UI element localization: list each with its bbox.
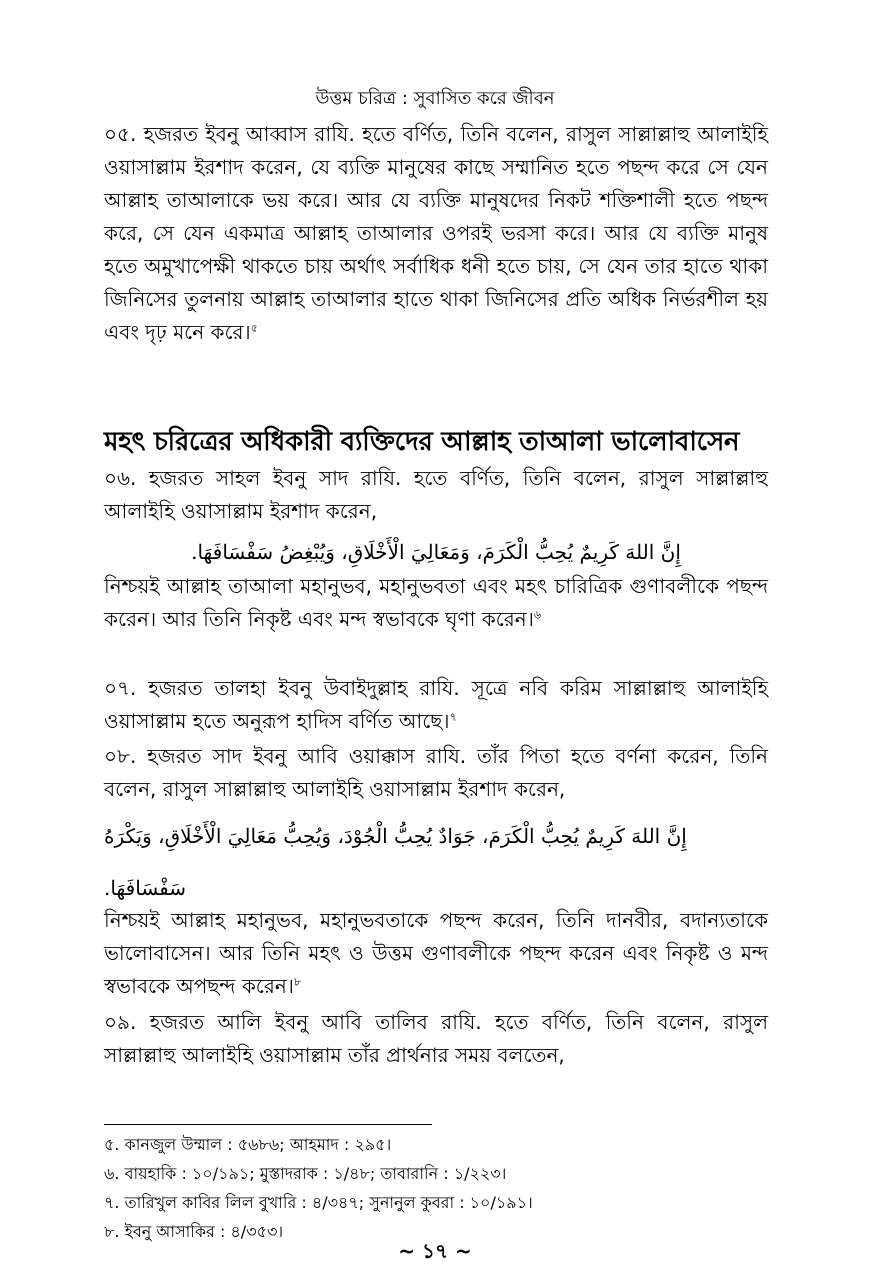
footnote-ref: ৫ [250, 321, 258, 335]
arabic-hadith-text: إِنَّ اللهَ كَرِيمٌ يُحِبُّ الْكَرَمَ، وَمَعَالِيَ الْأَخْلَاقِ، وَيُبْغِضُ سَفْسَافَهَا. [191, 540, 681, 564]
hadith-translation-08 [104, 904, 768, 1003]
hadith-translation-06 [104, 570, 768, 636]
paragraph-text: ০৭. হজরত তালহা ইবনু উবাইদুল্লাহ রাযি. সূত্রে নবি করিম সাল্লাল্লাহু আলাইহি ওয়াসাল্লাম হতে অনুরূপ হাদিস বর্ণিত আছে। [104, 676, 768, 733]
hadith-paragraph-09: ০৯. হজরত আলি ইবনু আবি তালিব রাযি. হতে বর্ণিত, তিনি বলেন, রাসুল সাল্লাল্লাহু আলাইহি ওয়াসাল্লাম তাঁর প্রার্থনার সময় বলতেন, [104, 1010, 768, 1067]
page-number: ~ ১৭ ~ [398, 1239, 472, 1263]
footnotes [104, 1130, 768, 1246]
running-head: উত্তম চরিত্র : সুবাসিত করে জীবন [315, 88, 555, 109]
hadith-paragraph-07 [104, 672, 768, 738]
footnote-divider [104, 1124, 432, 1125]
hadith-paragraph-08-intro: ০৮. হজরত সাদ ইবনু আবি ওয়াক্কাস রাযি. তাঁর পিতা হতে বর্ণনা করেন, তিনি বলেন, রাসুল সাল্লাল্লাহু আলাইহি ওয়াসাল্লাম ইরশাদ করেন, [104, 744, 768, 801]
footnote: ৮. ইবনু আসাকির : ৪/৩৫৩। [104, 1222, 284, 1241]
section-heading: মহৎ চরিত্রের অধিকারী ব্যক্তিদের আল্লাহ তাআলা ভালোবাসেন [104, 427, 740, 457]
footnote-ref: ৮ [293, 975, 302, 989]
translation-text: নিশ্চয়ই আল্লাহ মহানুভব, মহানুভবতাকে পছন্দ করেন, তিনি দানবীর, বদান্যতাকে ভালোবাসেন। আর তিনি মহৎ ও উত্তম গুণাবলীকে পছন্দ করেন এবং নিকৃষ্ট ও মন্দ স্বভাবকে অপছন্দ করেন। [104, 908, 768, 998]
footnote-ref: ৬ [533, 608, 542, 622]
translation-text: নিশ্চয়ই আল্লাহ তাআলা মহানুভব, মহানুভবতা এবং মহৎ চারিত্রিক গুণাবলীকে পছন্দ করেন। আর তিনি নিকৃষ্ট এবং মন্দ স্বভাবকে ঘৃণা করেন। [104, 574, 768, 631]
paragraph-text: ০৫. হজরত ইবনু আব্বাস রাযি. হতে বর্ণিত, তিনি বলেন, রাসুল সাল্লাল্লাহু আলাইহি ওয়াসাল্লাম ইরশাদ করেন, যে ব্যক্তি মানুষের কাছে সম্মানিত হতে পছন্দ করে সে যেন আল্লাহ তাআলাকে ভয় করে। আর যে ব্যক্তি মানুষদের নিকট শক্তিশালী হতে পছন্দ করে, সে যেন একমাত্র আল্লাহ তাআলার ওপরই ভরসা করে। আর যে ব্যক্তি মানুষ হতে অমুখাপেক্ষী থাকতে চায় অর্থাৎ সর্বাধিক ধনী হতে চায়, সে যেন তার হাতে থাকা জিনিসের তুলনায় আল্লাহ তাআলার হাতে থাকা জিনিসের প্রতি অধিক নির্ভরশীল হয় এবং দৃঢ় মনে করে। [104, 122, 768, 344]
footnote-ref: ৭ [449, 710, 457, 724]
footnote: ৭. তারিখুল কাবির লিল বুখারি : ৪/৩৪৭; সুনানুল কুবরা : ১০/১৯১। [104, 1193, 533, 1212]
footnote: ৬. বায়হাকি : ১০/১৯১; মুস্তাদরাক : ১/৪৮; তাবারানি : ১/২২৩। [104, 1164, 507, 1183]
hadith-paragraph-06-intro: ০৬. হজরত সাহল ইবনু সাদ রাযি. হতে বর্ণিত, তিনি বলেন, রাসুল সাল্লাল্লাহু আলাইহি ওয়াসাল্লাম ইরশাদ করেন, [104, 466, 768, 523]
footnote: ৫. কানজুল উম্মাল : ৫৬৮৬; আহমাদ : ২৯৫। [104, 1135, 392, 1154]
hadith-paragraph-05 [104, 118, 768, 349]
arabic-hadith-text: إِنَّ اللهَ كَرِيمٌ يُحِبُّ الْكَرَمَ، جَوَادٌ يُحِبُّ الْجُوْدَ، وَيُحِبُّ مَعَالِيَ الْأَخْلَاقِ، وَيَكْرَهُ سَفْسَافَهَا. [104, 824, 687, 900]
